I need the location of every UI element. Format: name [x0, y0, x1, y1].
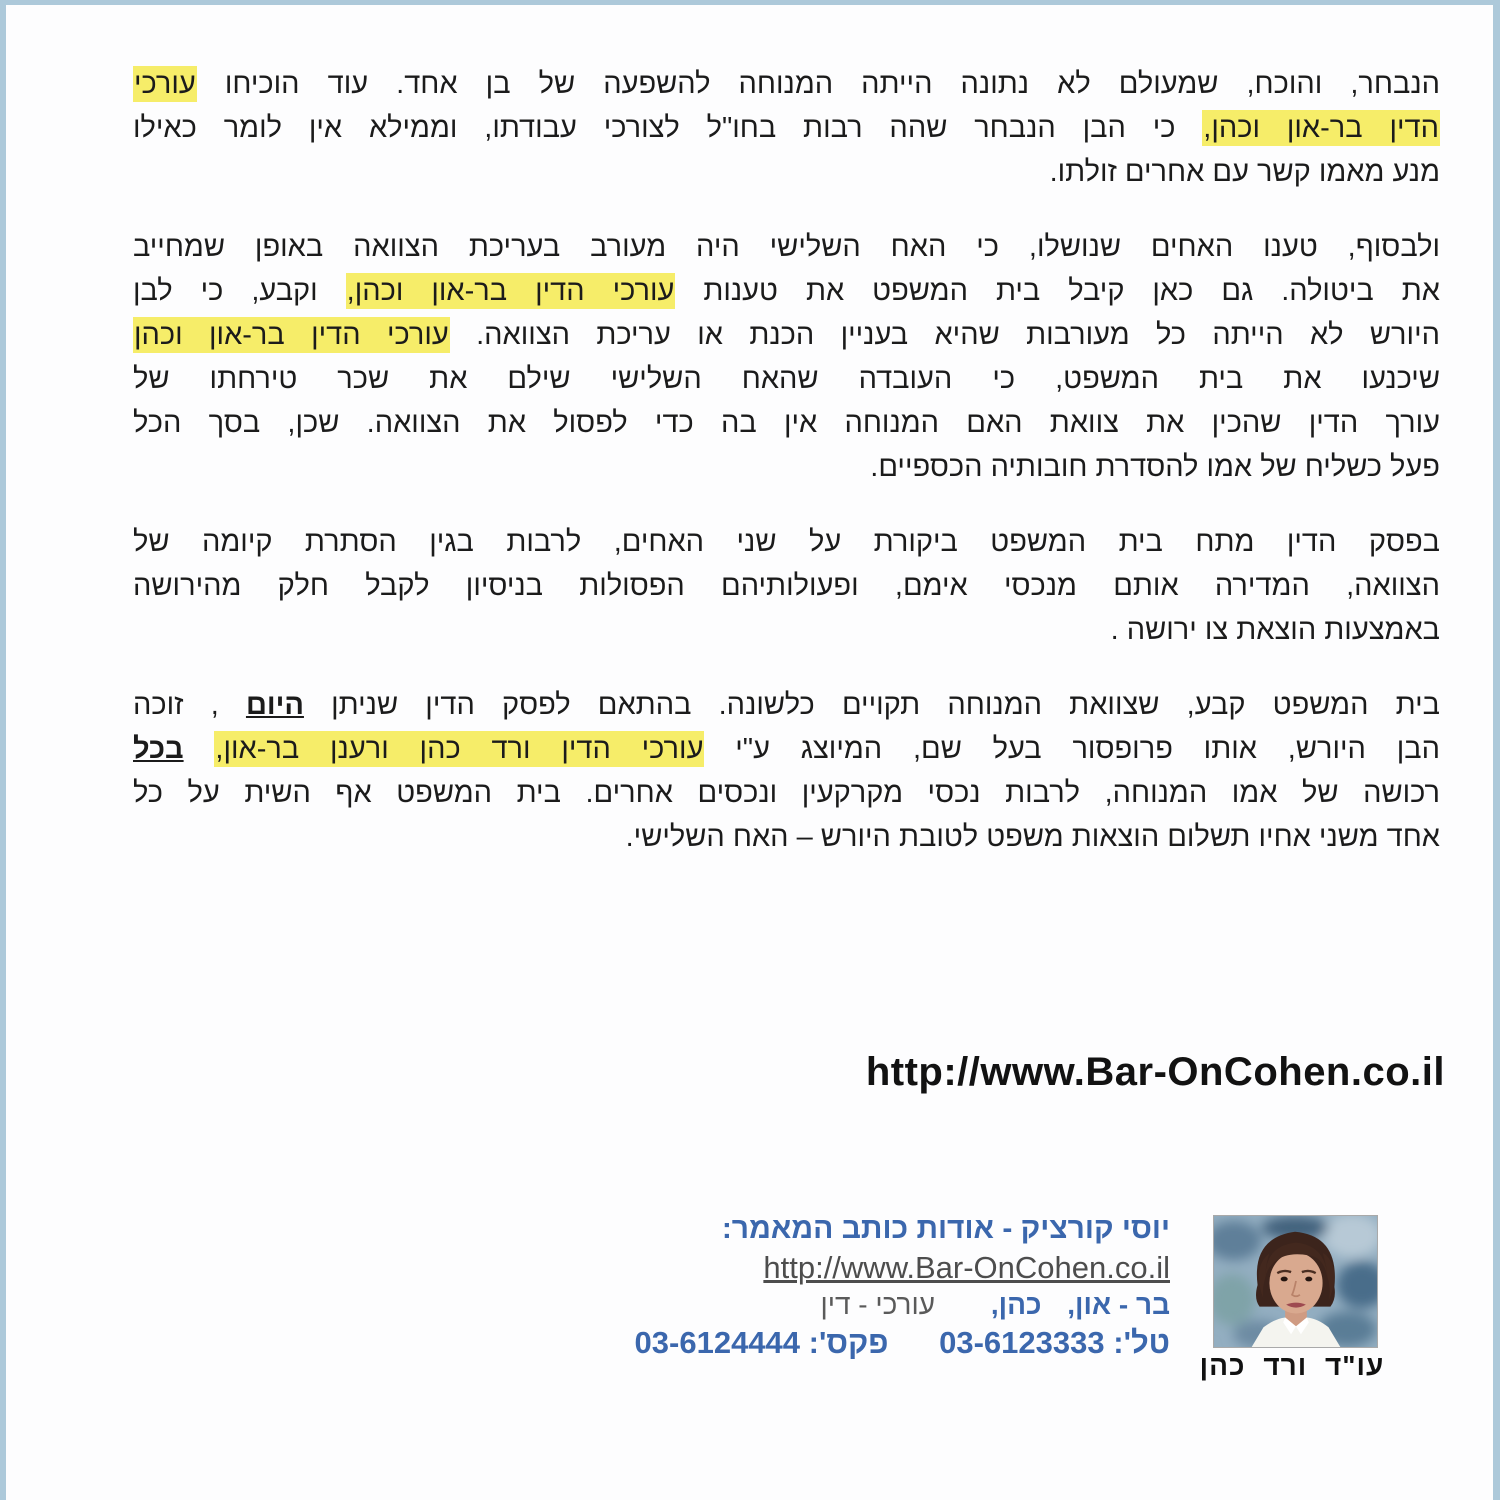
text-segment: באמצעות הוצאת צו ירושה . [1110, 614, 1440, 646]
photo-caption: עו"ד ורד כהן [1199, 1350, 1385, 1381]
footer-contact-block [635, 1210, 1170, 1363]
text-line [133, 815, 1440, 859]
tel-number: 03-6123333 [939, 1325, 1105, 1360]
text-line [133, 564, 1440, 608]
text-segment: היורש לא הייתה כל מעורבות שהיא בעניין הכנת או עריכת הצוואה. [449, 319, 1440, 351]
highlighted-text: עורכי [134, 68, 196, 100]
text-line [133, 445, 1440, 489]
text-segment: היום [245, 689, 304, 721]
paragraph [133, 520, 1440, 652]
text-segment: , זוכה [133, 689, 246, 721]
text-line [133, 401, 1440, 445]
firm-role-label: עורכי - דין [820, 1289, 936, 1320]
text-line [133, 608, 1440, 652]
scan-edge-right [1493, 0, 1500, 1500]
text-line [133, 683, 1440, 727]
phone-fax-line [635, 1322, 1170, 1363]
text-segment: הנבחר, והוכח, שמעולם לא נתונה הייתה המנוחה להשפעה של בן אחד. עוד הוכיחו [196, 68, 1440, 100]
firm-name-baron: בר - און, [1067, 1289, 1170, 1320]
fax-label: פקס': [808, 1325, 889, 1360]
firm-name-cohen: כהן, [990, 1289, 1042, 1320]
text-segment: את ביטולה. גם כאן קיבל בית המשפט את טענות [675, 275, 1440, 307]
text-segment: הצוואה, המדירה אותם מנכסי אימם, ופעולותיהם הפסולות בניסיון לקבל חלק מהירושה [133, 570, 1440, 602]
paragraph [133, 225, 1440, 489]
article-body [133, 62, 1440, 890]
text-line [133, 357, 1440, 401]
text-segment: בית המשפט קבע, שצוואת המנוחה תקויים כלשונה. בהתאם לפסק הדין שניתן [303, 689, 1440, 721]
portrait-illustration [1214, 1216, 1377, 1347]
lawyer-photo [1213, 1215, 1378, 1348]
highlighted-text: עורכי הדין בר-און וכהן [134, 319, 449, 351]
fax-number: 03-6124444 [634, 1325, 801, 1360]
text-line [133, 62, 1440, 106]
about-author-label: יוסי קורציק - אודות כותב המאמר: [721, 1212, 1170, 1245]
text-line [133, 150, 1440, 194]
text-segment: מנע מאמו קשר עם אחרים זולתו. [1049, 156, 1440, 188]
text-segment: בכל [133, 733, 184, 765]
firm-name-line [635, 1287, 1170, 1322]
text-segment: וקבע, כי לבן [133, 275, 346, 307]
website-link[interactable]: http://www.Bar-OnCohen.co.il [763, 1250, 1170, 1285]
text-segment [184, 733, 215, 765]
text-line [133, 106, 1440, 150]
text-segment: רכושה של אמו המנוחה, לרבות נכסי מקרקעין ונכסים אחרים. בית המשפט אף השית על כל [133, 777, 1440, 809]
text-segment: עורך הדין שהכין את צוואת האם המנוחה אין בה כדי לפסול את הצוואה. שכן, בסך הכל [133, 407, 1440, 439]
text-segment: שיכנעו את בית המשפט, כי העובדה שהאח השלישי שילם את שכר טירחתו של [133, 363, 1440, 395]
highlighted-text: עורכי הדין ורד כהן ורענן בר-און, [215, 733, 704, 765]
text-segment: בפסק הדין מתח בית המשפט ביקורת על שני האחים, לרבות בגין הסתרת קיומה של [133, 526, 1440, 558]
highlighted-text: עורכי הדין בר-און וכהן, [346, 275, 675, 307]
website-url-text[interactable]: http://www.Bar-OnCohen.co.il [865, 1050, 1445, 1094]
text-line [133, 225, 1440, 269]
text-line [133, 269, 1440, 313]
paragraph [133, 683, 1440, 859]
paragraph [133, 62, 1440, 194]
scan-edge-left [0, 0, 6, 1500]
scan-edge-top [0, 0, 1500, 5]
text-line [133, 313, 1440, 357]
text-segment: כי הבן הנבחר שהה רבות בחו"ל לצורכי עבודתו, וממילא אין לומר כאילו [133, 112, 1203, 144]
highlighted-text: הדין בר-און וכהן, [1203, 112, 1439, 144]
text-line [133, 727, 1440, 771]
text-segment: אחד משני אחיו תשלום הוצאות משפט לטובת היורש – האח השלישי. [625, 821, 1440, 853]
text-line [133, 771, 1440, 815]
text-segment: ולבסוף, טענו האחים שנושלו, כי האח השלישי היה מעורב בעריכת הצוואה באופן שמחייב [133, 231, 1440, 263]
text-segment: פעל כשליח של אמו להסדרת חובותיה הכספיים. [870, 451, 1440, 483]
text-segment: הבן היורש, אותו פרופסור בעל שם, המיוצג ע"י [704, 733, 1440, 765]
text-line [133, 520, 1440, 564]
tel-label: טל': [1113, 1325, 1170, 1360]
